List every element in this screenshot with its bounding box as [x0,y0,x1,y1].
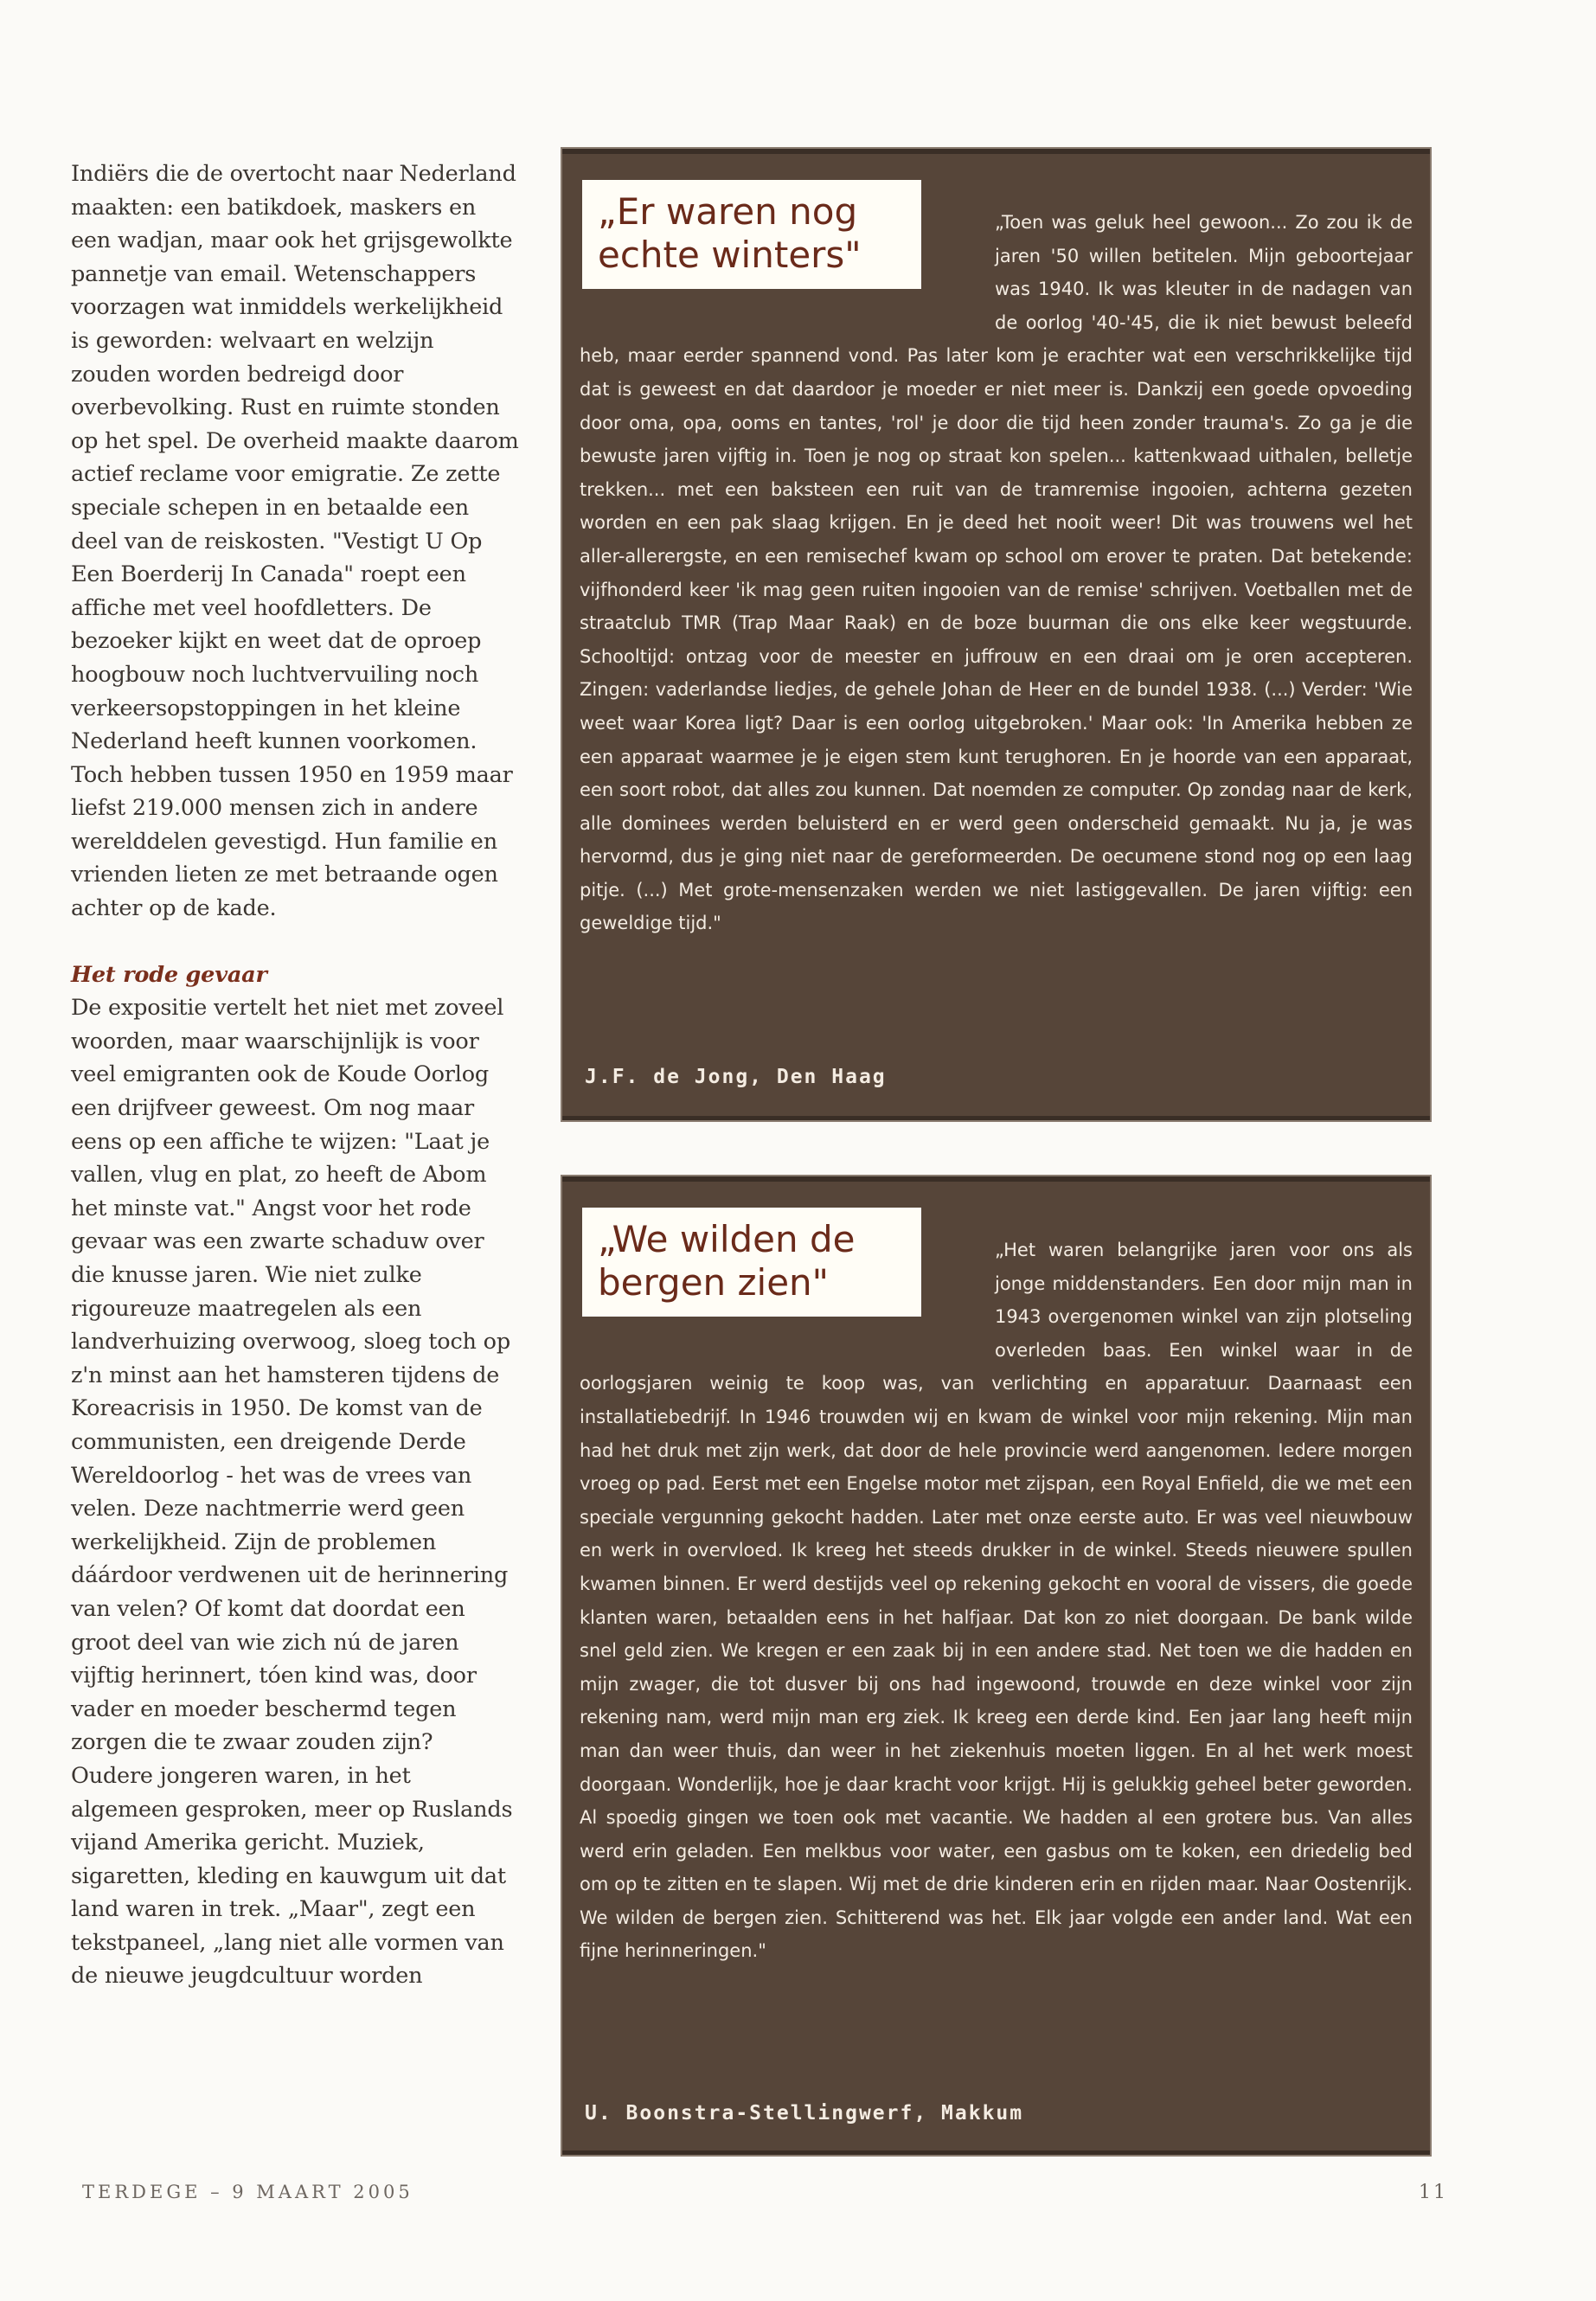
article-paragraph: De expositie vertelt het niet met zoveel woorden, maar waarschijnlijk is voor veel emigranten ook de Koude Oorlog een drijfveer geweest. Om nog maar eens op een affiche te wijzen: "Laat je vallen, vlug en plat, zo heeft de Abom het minste vat." Angst voor het rode gevaar was een zwarte schaduw over die knusse jaren. Wie niet zulke rigoureuze maatregelen als een landverhuizing overwoog, sloeg toch op z'n minst aan het hamsteren tijdens de Koreacrisis in 1950. De komst van de communisten, een dreigende Derde Wereldoorlog - het was de vrees van velen. Deze nachtmerrie werd geen werkelijkheid. Zijn de problemen dáárdoor verdwenen uit de herinnering van velen? Of komt dat doordat een groot deel van wie zich nú de jaren vijftig herinnert, tóen kind was, door vader en moeder beschermd tegen zorgen die te zwaar zouden zijn? [71,995,510,1756]
testimonial-box-1 [562,149,1430,1120]
page-number: 11 [1419,2182,1448,2203]
testimonial-author: J.F. de Jong, Den Haag [585,1066,887,1088]
testimonial-title: „We wilden de bergen zien" [582,1208,921,1317]
testimonial-box-2 [562,1176,1430,2155]
subheading: Het rode gevaar [71,961,267,988]
footer-publication: TERDEGE – 9 MAART 2005 [82,2182,413,2202]
testimonial-text [580,206,1413,940]
testimonial-title: „Er waren nog echte winters" [582,180,921,289]
left-column [71,157,519,1993]
article-paragraph: Oudere jongeren waren, in het algemeen gesproken, meer op Ruslands vijand Amerika gericht. Muziek, sigaretten, kleding en kauwgum uit dat land waren in trek. „Maar", zegt een tekstpaneel, „lang niet alle vormen van de nieuwe jeugdcultuur worden [71,1762,513,1990]
testimonial-body: „Toen was geluk heel gewoon... Zo zou ik de jaren '50 willen betitelen. Mijn geboortejaar was 1940. Ik was kleuter in de nadagen van de oorlog '40-'45, die ik niet bewust beleefd heb, maar eerder spannend vond. Pas later kom je erachter wat een verschrikkelijke tijd dat is geweest en dat daardoor je moeder er niet meer is. Dankzij een goede opvoeding door oma, opa, ooms en tantes, 'rol' je door die tijd heen zonder trauma's. Zo ga je die bewuste jaren vijftig in. Toen je nog op straat kon spelen... kattenkwaad uithalen, belletje trekken... met een baksteen een ruit van de tramremise ingooien, achterna gezeten worden en een pak slaag krijgen. En je deed het nooit weer! Dit was trouwens wel het aller-allerergste, en een remisechef kwam op school om erover te praten. Dat betekende: vijfhonderd keer 'ik mag geen ruiten ingooien van de remise' schrijven. Voetballen met de straatclub TMR (Trap Maar Raak) en de boze buurman die ons elke keer wegstuurde. Schooltijd: ontzag voor de meester en juffrouw en een draai om je oren accepteren. Zingen: vaderlandse liedjes, de gehele Johan de Heer en de bundel 1938. (...) Verder: 'Wie weet waar Korea ligt? Daar is een oorlog uitgebroken.' Maar ook: 'In Amerika hebben ze een apparaat waarmee je je eigen stem kunt terughoren. En je hoorde van een apparaat, een soort robot, dat alles zou kunnen. Dat noemden ze computer. Op zondag naar de kerk, alle dominees werden beluisterd en er werd geen onderscheid gemaakt. Nu ja, je was hervormd, dus je ging niet naar de gereformeerden. De oecumene stond nog op een laag pitje. (...) Met grote-mensenzaken werden we niet lastiggevallen. De jaren vijftig: een geweldige tijd." [580,212,1413,934]
article-paragraph: Indiërs die de overtocht naar Nederland maakten: een batikdoek, maskers en een wadjan, maar ook het grijsgewolkte pannetje van email. Wetenschappers voorzagen wat inmiddels werkelijkheid is geworden: welvaart en welzijn zouden worden bedreigd door overbevolking. Rust en ruimte stonden op het spel. De overheid maakte daarom actief reclame voor emigratie. Ze zette speciale schepen in en betaalde een deel van de reiskosten. "Vestigt U Op Een Boerderij In Canada" roept een affiche met veel hoofdletters. De bezoeker kijkt en weet dat de oproep hoogbouw noch luchtvervuiling noch verkeersopstoppingen in het kleine Nederland heeft kunnen voorkomen. Toch hebben tussen 1950 en 1959 maar liefst 219.000 mensen zich in andere werelddelen gevestigd. Hun familie en vrienden lieten ze met betraande ogen achter op de kade. [71,161,519,922]
testimonial-author: U. Boonstra-Stellingwerf, Makkum [585,2102,1024,2125]
testimonial-text [580,1234,1413,1968]
testimonial-body: „Het waren belangrijke jaren voor ons als jonge middenstanders. Een door mijn man in 1943 overgenomen winkel van zijn plotseling overleden baas. Een winkel waar in de oorlogsjaren weinig te koop was, van verlichting en apparatuur. Daarnaast een installatiebedrijf. In 1946 trouwden wij en kwam de winkel voor mijn rekening. Mijn man had het druk met zijn werk, dat door de hele provincie werd aangenomen. Iedere morgen vroeg op pad. Eerst met een Engelse motor met zijspan, een Royal Enfield, die we met een speciale vergunning gekocht hadden. Later met onze eerste auto. Er was veel nieuwbouw en werk in overvloed. Ik kreeg het steeds drukker in de winkel. Steeds nieuwere spullen kwamen binnen. Er werd destijds veel op rekening gekocht en vooral de vissers, die goede klanten waren, betaalden eens in het halfjaar. Dat kon zo niet doorgaan. De bank wilde snel geld zien. We kregen er een zaak bij in een andere stad. Net toen we die hadden en mijn zwager, die tot dusver bij ons had ingewoond, trouwde en deze winkel voor zijn rekening nam, werd mijn man erg ziek. Ik kreeg een derde kind. Een jaar lang heeft mijn man dan weer thuis, dan weer in het ziekenhuis moeten liggen. En al het werk moest doorgaan. Wonderlijk, hoe je daar kracht voor krijgt. Hij is gelukkig geheel beter geworden. Al spoedig gingen we toen ook met vacantie. We hadden al een grotere bus. Van alles werd erin geladen. Een melkbus voor water, een gasbus om te koken, een driedelig bed om op te zitten en te slapen. Wij met de drie kinderen erin en rijden maar. Naar Oostenrijk. We wilden de bergen zien. Schitterend was het. Elk jaar volgde een ander land. Wat een fijne herinneringen." [580,1240,1413,1962]
